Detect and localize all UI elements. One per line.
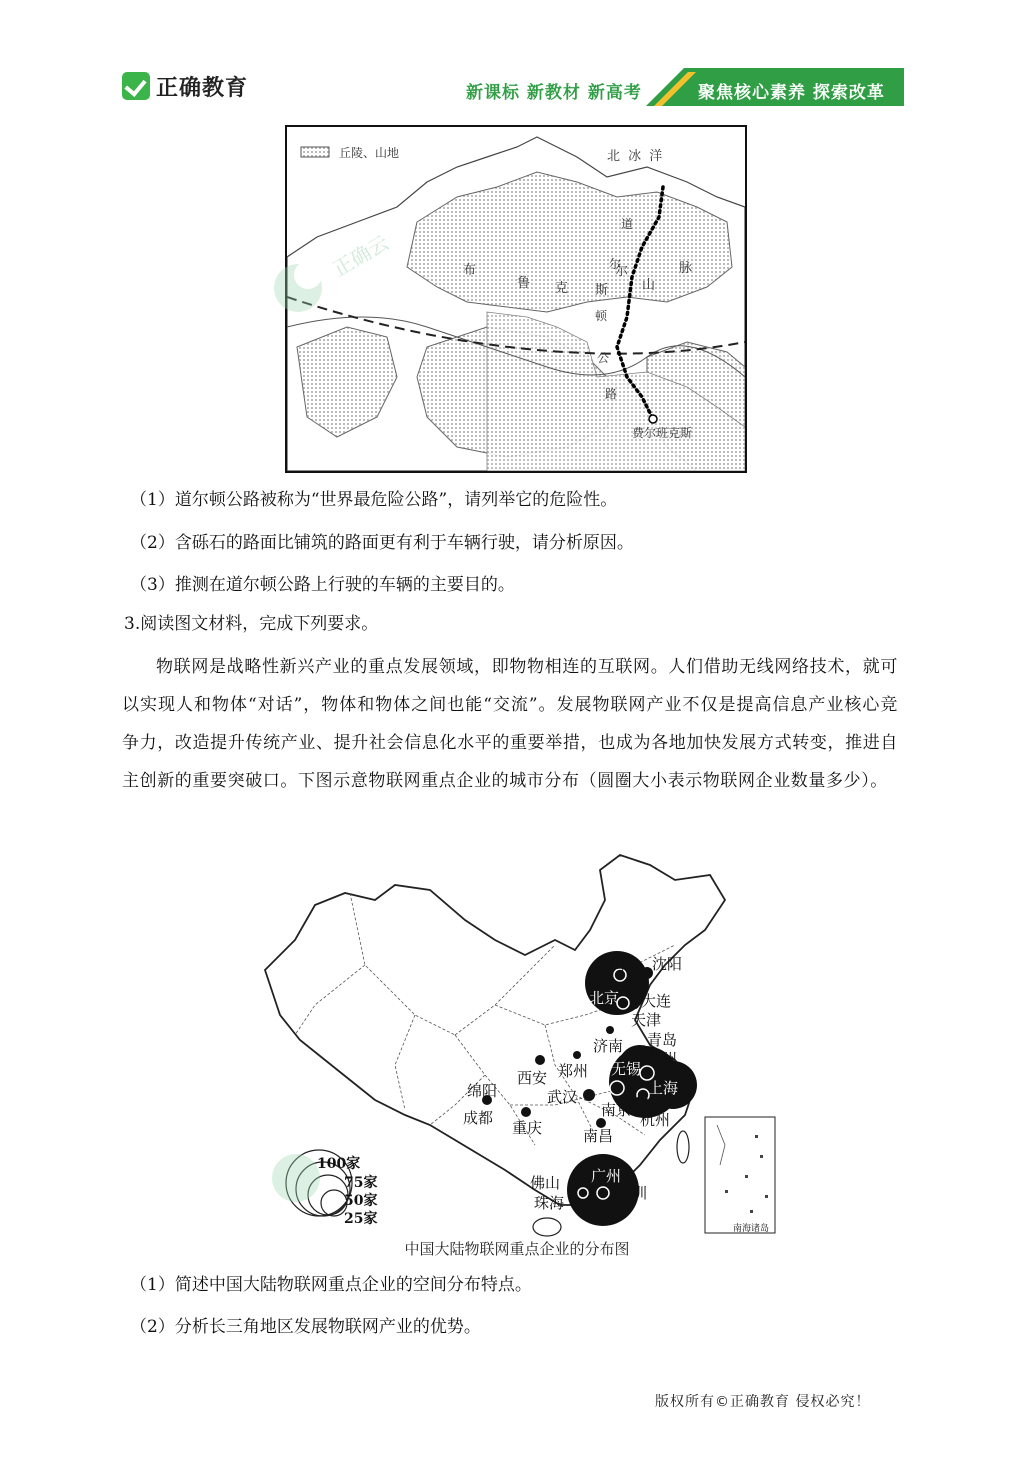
legend-100: 100家: [317, 1156, 361, 1172]
q3-paragraph: 物联网是战略性新兴产业的重点发展领域，即物物相连的互联网。人们借助无线网络技术，就可以实现人和物体“对话”，物体和物体之间也能“交流”。发展物联网产业不仅是提高信息产业核心竞争力，改造提升传统产业、提升社会信息化水平的重要举措，也成为各地加快发展方式转变，推进自主创新的重要突破口。下图示意物联网重点企业的城市分布（圆圈大小表示物联网企业数量多少）。: [122, 657, 898, 791]
label-range-7: 脉: [679, 261, 693, 276]
label-fairbanks: 费尔班克斯: [632, 426, 693, 440]
logo-text: 正确教育: [156, 75, 249, 101]
label-road-2: 尔: [609, 257, 622, 271]
city-nanjing: 南京: [601, 1101, 632, 1119]
watermark-text: 正确云: [328, 230, 393, 282]
copyright-footer: 版权所有©正确教育 侵权必究！: [655, 1394, 871, 1410]
city-nanchang: 南昌: [583, 1127, 614, 1145]
city-dalian: 大连: [641, 992, 672, 1010]
label-road-4: 公: [597, 351, 610, 365]
label-range-6: 山: [642, 278, 656, 293]
city-wuhan: 武汉: [547, 1088, 578, 1106]
check-icon: [122, 72, 150, 100]
label-range-1: 布: [463, 263, 477, 278]
legend-25: 25家: [344, 1211, 378, 1227]
city-guangzhou: 广州: [591, 1167, 622, 1185]
city-jinan: 济南: [593, 1037, 624, 1055]
label-range-2: 鲁: [517, 276, 531, 291]
label-arctic-ocean: 北 冰 洋: [607, 149, 665, 164]
question-3-1: （1）简述中国大陆物联网重点企业的空间分布特点。: [130, 1275, 532, 1295]
label-road-1: 道: [621, 217, 634, 231]
question-2-1: （1）道尔顿公路被称为“世界最危险公路”，请列举它的危险性。: [130, 490, 618, 510]
slogan-left: 新课标 新教材 新高考: [466, 83, 642, 103]
city-zhengzhou: 郑州: [558, 1062, 589, 1080]
city-zhuhai: 珠海: [534, 1194, 565, 1212]
city-foshan: 佛山: [530, 1174, 561, 1192]
label-road-3: 顿: [595, 309, 608, 323]
label-range-4: 斯: [595, 283, 609, 298]
city-tianjin: 天津: [631, 1011, 662, 1029]
label-road-5: 路: [605, 387, 618, 401]
label-range-3: 克: [555, 281, 569, 296]
watermark-icon-2: [268, 1140, 338, 1210]
legend-50: 50家: [344, 1193, 378, 1209]
city-qingdao: 青岛: [647, 1031, 678, 1049]
city-mianyang: 绵阳: [467, 1082, 498, 1100]
city-chongqing: 重庆: [512, 1119, 543, 1137]
question-3-2: （2）分析长三角地区发展物联网产业的优势。: [130, 1317, 481, 1337]
city-beijing: 北京: [589, 989, 620, 1007]
question-2-3: （3）推测在道尔顿公路上行驶的车辆的主要目的。: [130, 575, 515, 595]
city-wuxi: 无锡: [611, 1060, 642, 1078]
slogan-right: 聚焦核心素养 探索改革: [698, 83, 885, 103]
city-xian: 西安: [517, 1069, 548, 1087]
watermark-logo-2: [268, 1140, 338, 1214]
city-suzhou: 苏州: [647, 1050, 678, 1068]
legend-hills: 丘陵、山地: [339, 146, 400, 160]
label-range-5: 尔: [615, 264, 629, 279]
question-3-title: 3.阅读图文材料，完成下列要求。: [124, 614, 379, 634]
city-shenzhen: 深圳: [617, 1184, 648, 1202]
city-shanghai: 上海: [648, 1079, 679, 1097]
legend-75: 75家: [344, 1175, 378, 1191]
map2-caption: 中国大陆物联网重点企业的分布图: [404, 1240, 630, 1258]
city-tangshan: 唐山: [595, 955, 626, 973]
city-hangzhou: 杭州: [640, 1111, 671, 1129]
watermark-logo: [270, 230, 393, 324]
brand-logo: [122, 70, 248, 102]
question-2-2: （2）含砾石的路面比铺筑的路面更有利于车辆行驶，请分析原因。: [130, 533, 634, 553]
inset-south-china-sea: 南海诸岛: [733, 1224, 770, 1234]
city-chengdu: 成都: [463, 1109, 494, 1127]
city-shenyang: 沈阳: [652, 955, 683, 973]
